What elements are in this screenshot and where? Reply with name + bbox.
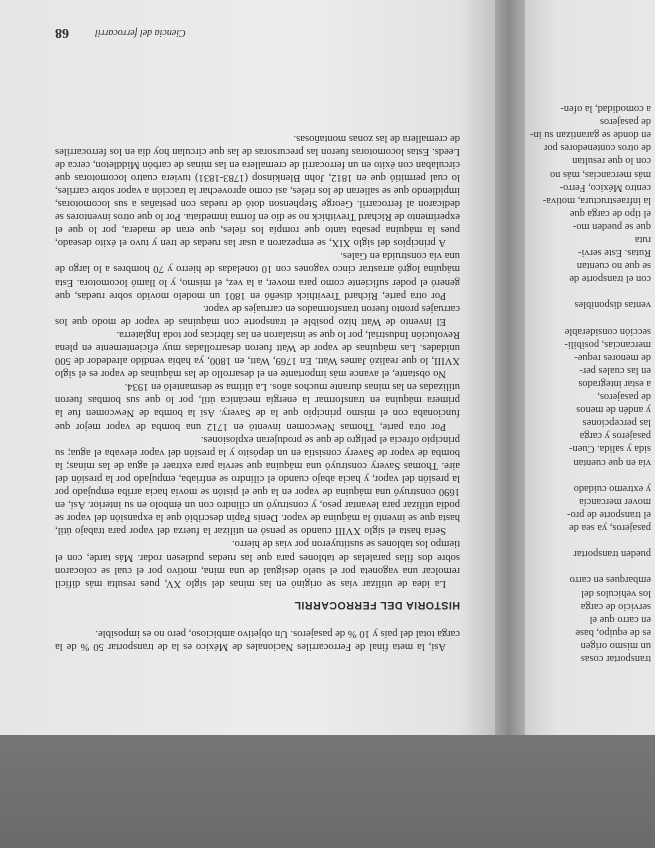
facing-text-line: y extremo cuidado [573, 482, 651, 494]
facing-text-line: sección considerable [564, 325, 651, 337]
facing-page [525, 0, 655, 735]
facing-text-line: pasajeros, ya sea de [569, 522, 651, 534]
facing-text-line [525, 311, 651, 324]
facing-text-line: pueden transportar [573, 548, 651, 560]
facing-text-line: embarques en carro [569, 574, 651, 586]
running-head-title: Ciencia del ferrocarril [95, 27, 186, 38]
facing-text-line [525, 469, 651, 482]
facing-text-line: el transporte de pro- [567, 508, 651, 520]
facing-text-line [525, 560, 651, 573]
book-gutter [495, 0, 529, 735]
facing-text-line: Rutas. Este servi- [577, 247, 651, 259]
facing-text-line: los vehículos del [581, 587, 651, 599]
page-number: 68 [55, 25, 69, 40]
paragraph: Por otra parte, Richard Trevithick diseñó en 1801 un modelo movido sobre ruedas, que generó el poder suficiente como para mover, a la vez, el mismo, y lo llamó locomotora. Esta máquina logró arrastrar cinco vagones con 10 toneladas de hierro y 70 hombres a lo largo de una vía construida en Gales. [55, 250, 460, 301]
facing-text-line: ventas disponibles [574, 299, 651, 311]
facing-text-line [525, 285, 651, 298]
facing-text-line: centro México, Ferro- [559, 181, 651, 193]
facing-text-line: que se pueden mo- [572, 220, 651, 232]
facing-text-line: con el transporte de [569, 273, 651, 285]
facing-text-line: a estar integrados [578, 378, 651, 390]
paragraph: La idea de utilizar vías se originó en las minas del siglo XV, pues resulta más difícil remolcar una vagoneta por el suelo desigual de una mina, motivo por el cual se colocaron sobre dos filas paralelas de tablones para que las ruedas pudiesen rodar. Más tarde, con el tiempo los tablones se sustituyeron por vías de hierro. [55, 538, 460, 589]
main-text-block [55, 131, 460, 653]
facing-text-line: la infraestructura, motiva- [542, 194, 651, 206]
facing-text-line: de pasajeros, [597, 391, 651, 403]
facing-text-line: más mercancías, más no [550, 168, 651, 180]
facing-text-line: vía en que cuentan [573, 456, 651, 468]
facing-text-line: en carro que el [589, 613, 651, 625]
paragraph: Sería hasta el siglo XVIII cuando se pensó en utilizar la fuerza del vapor para trabajo útil, hasta que se inventó la máquina de vapor. Denis Papin describió que la expansión del vapor se podía utilizar para levantar peso, y construyó un cilindro con un émbolo en su interior. Así, en 1690 construyó una máquina de vapor en la que el pistón se movía hacia arriba empujado por la presión del vapor, y hacia abajo cuando el cilindro se enfriaba, empujado por la presión del aire. Thomas Savery construyó una máquina que servía para extraer el agua de las minas; la bomba de vapor de Savery consistía en un depósito y la presión del vapor elevaba el agua; su principio ofrecía el peligro de que se produjeran explosiones. [55, 433, 460, 537]
facing-text-line: sida y salida. Cuen- [569, 443, 651, 455]
facing-text-line: el tipo de carga que [569, 207, 651, 219]
facing-text-line: a comodidad, la ofen- [560, 103, 651, 115]
facing-text-line: pasajeros y carga [579, 430, 651, 442]
facing-text-line: y andén de menos [576, 404, 651, 416]
facing-text-line: se que no cuentan [576, 260, 651, 272]
facing-text-line: con lo que resultan [572, 155, 651, 167]
facing-text-line: mercancías, posibili- [564, 338, 651, 350]
facing-text-block [525, 102, 651, 665]
facing-text-line: servicio de carga [580, 600, 651, 612]
facing-text-line: mover mercancía [579, 495, 651, 507]
facing-text-line: de pasajeros [599, 116, 651, 128]
facing-text-line [525, 534, 651, 547]
paragraph: A principios del siglo XIX, se empezaron a usar las ruedas de tren y tuvo el éxito deseado, pues la máquina pesaba tanto que rompía los rieles, que eran de madera, por lo que el experimento de Richard Trevithick no se dio en forma inmediata. Por lo que otros inventores se dedicaron al ferrocarril. George Stephenson dotó de ruedas con pestañas a sus locomotoras, impidiendo que se salieran de los rieles, así como aprovechar la tracción a vapor sobre carriles, lo cual permitió que en 1812, John Blenkinsop (1783-1831) tuviera cuatro locomotoras que circulaban con éxito en un ferrocarril de cremallera en las minas de carbón Middleton, cerca de Leeds. Estas locomotoras fueron las precursoras de las que circulan hoy día en los ferrocarriles de cremallera de las zonas montañosas. [55, 132, 460, 249]
facing-text-line: en las cuales per- [579, 364, 651, 376]
section-heading: HISTORIA DEL FERROCARRIL [293, 598, 460, 611]
facing-text-line: ruta [634, 234, 651, 245]
facing-text-line: es de equipo, base [575, 626, 651, 638]
facing-page-rotated [525, 0, 655, 735]
facing-text-line: de menores reque- [574, 351, 651, 363]
paragraph: Por otra parte, Thomas Newcomen inventó en 1712 una bomba de vapor mejor que funcionaba con el mismo principio que la de Savery. Así la bomba de Newcomen fue la primera máquina en transformar la energía mecánica útil, por lo que sus bombas fueron utilizadas en las minas durante muchos años. La última se desmanteló en 1934. [55, 381, 460, 432]
facing-text-line: de otros contenedores por [543, 142, 651, 154]
facing-text-line: las percepciones [582, 417, 651, 429]
scanner-bed [0, 735, 655, 848]
paragraph: El invento de Watt hizo posible el transporte con máquinas de vapor de modo que los carruajes pronto fueron transformados en carruajes de vapor. [55, 302, 460, 327]
opening-paragraph: Así, la meta final de Ferrocarriles Nacionales de México es la de transportar 50 % de la carga total del país y 10 % de pasajeros. Un objetivo ambicioso, pero no es imposible. [55, 627, 460, 652]
facing-text-line: transportar cosas [580, 653, 651, 664]
paragraph: No obstante, el avance más importante en el desarrollo de las máquinas de vapor es el siglo XVIII, lo que realizó James Watt. En 1769, Watt, en 1800, ya había vendido alrededor de 500 unidades. Las máquinas de vapor de Watt fueron desarrolladas muy eficientemente en plena Revolución Industrial, por lo que se instalaron en las fábricas por toda Inglaterra. [55, 328, 460, 380]
facing-text-line: un mismo origen [580, 639, 651, 651]
facing-text-line: en donde se garantizan su in- [530, 129, 651, 141]
